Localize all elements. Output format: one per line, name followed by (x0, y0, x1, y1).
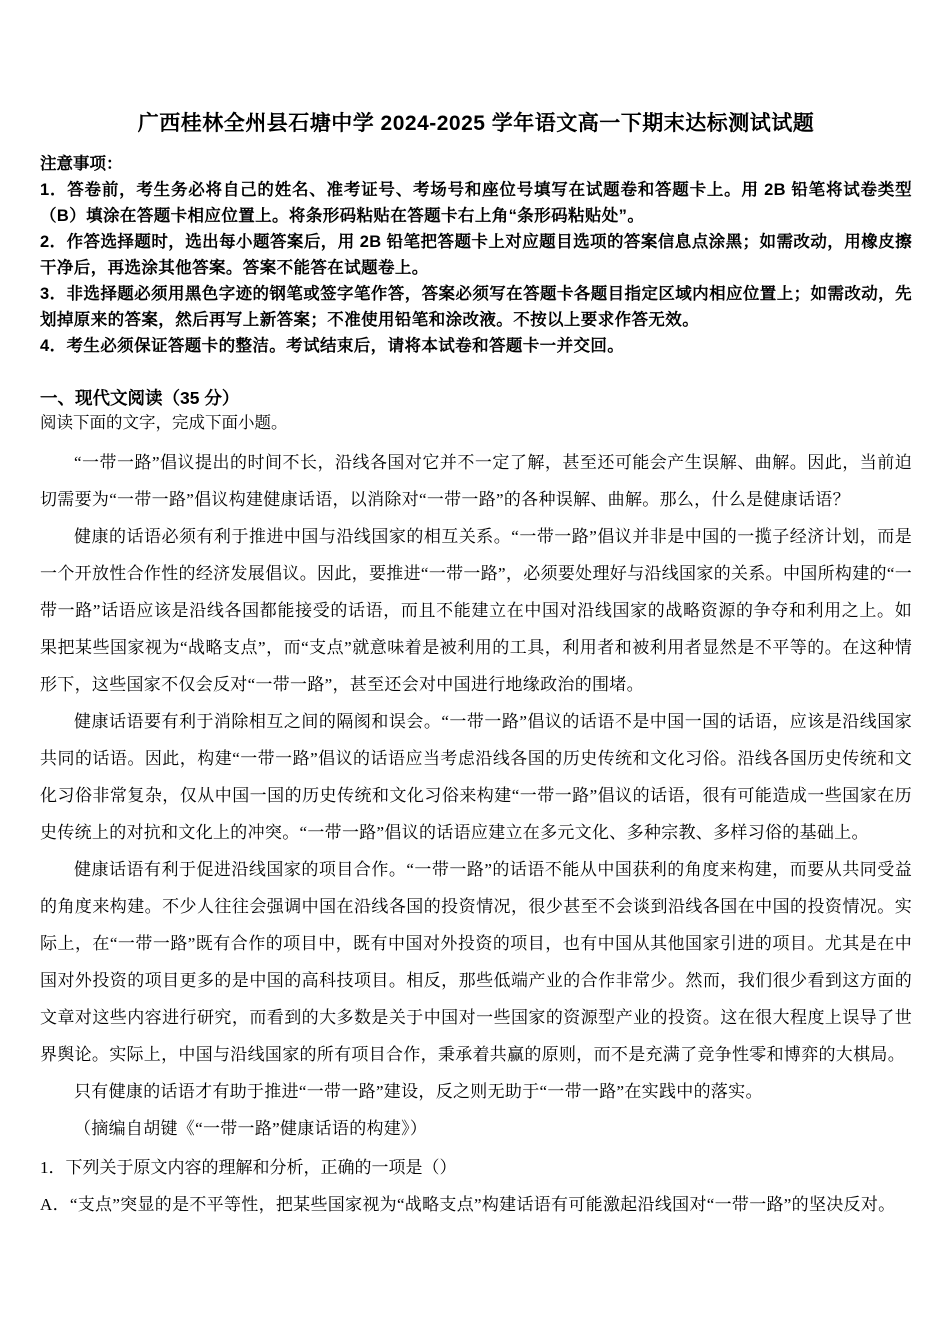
notice-item-1: 1．答卷前，考生务必将自己的姓名、准考证号、考场号和座位号填写在试题卷和答题卡上。用 2B 铅笔将试卷类型（B）填涂在答题卡相应位置上。将条形码粘贴在答题卡右上角“条形码粘贴处”。 (40, 181, 912, 225)
section-heading-modern-reading: 一、现代文阅读（35 分） (40, 388, 240, 408)
passage-paragraph-3: 健康话语要有利于消除相互之间的隔阂和误会。“一带一路”倡议的话语不是中国一国的话语，应该是沿线国家共同的话语。因此，构建“一带一路”倡议的话语应当考虑沿线各国的历史传统和文化习俗。沿线各国历史传统和文化习俗非常复杂，仅从中国一国的历史传统和文化习俗来构建“一带一路”倡议的话语，很有可能造成一些国家在历史传统上的对抗和文化上的冲突。“一带一路”倡议的话语应建立在多元文化、多种宗教、多样习俗的基础上。 (40, 712, 912, 842)
question-1 (40, 1149, 912, 1223)
notice-item-4: 4．考生必须保证答题卡的整洁。考试结束后，请将本试卷和答题卡一并交回。 (40, 337, 625, 355)
question-1-option-a: A．“支点”突显的是不平等性，把某些国家视为“战略支点”构建话语有可能激起沿线国对“一带一路”的坚决反对。 (40, 1195, 896, 1214)
question-1-stem: 1．下列关于原文内容的理解和分析，正确的一项是（） (40, 1158, 457, 1177)
passage-paragraph-1: “一带一路”倡议提出的时间不长，沿线各国对它并不一定了解，甚至还可能会产生误解、曲解。因此，当前迫切需要为“一带一路”倡议构建健康话语，以消除对“一带一路”的各种误解、曲解。那么，什么是健康话语？ (40, 453, 912, 509)
passage-paragraph-5: 只有健康的话语才有助于推进“一带一路”建设，反之则无助于“一带一路”在实践中的落实。 (74, 1082, 763, 1101)
reading-passage (40, 444, 912, 1147)
passage-paragraph-2: 健康的话语必须有利于推进中国与沿线国家的相互关系。“一带一路”倡议并非是中国的一揽子经济计划，而是一个开放性合作性的经济发展倡议。因此，要推进“一带一路”，必须要处理好与沿线国家的关系。中国所构建的“一带一路”话语应该是沿线各国都能接受的话语，而且不能建立在中国对沿线国家的战略资源的争夺和利用之上。如果把某些国家视为“战略支点”，而“支点”就意味着是被利用的工具，利用者和被利用者显然是不平等的。在这种情形下，这些国家不仅会反对“一带一路”，甚至还会对中国进行地缘政治的围堵。 (40, 527, 912, 694)
notice-item-2: 2．作答选择题时，选出每小题答案后，用 2B 铅笔把答题卡上对应题目选项的答案信息点涂黑；如需改动，用橡皮擦干净后，再选涂其他答案。答案不能答在试题卷上。 (40, 233, 912, 277)
passage-source-attribution: （摘编自胡键《“一带一路”健康话语的构建》） (74, 1119, 428, 1138)
notice-section (40, 151, 912, 359)
notice-item-3: 3．非选择题必须用黑色字迹的钢笔或签字笔作答，答案必须写在答题卡各题目指定区域内相应位置上；如需改动，先划掉原来的答案，然后再写上新答案；不准使用铅笔和涂改液。不按以上要求作答无效。 (40, 285, 912, 329)
document-title: 广西桂林全州县石塘中学 2024-2025 学年语文高一下期末达标测试试题 (137, 112, 815, 135)
passage-paragraph-4: 健康话语有利于促进沿线国家的项目合作。“一带一路”的话语不能从中国获利的角度来构建，而要从共同受益的角度来构建。不少人往往会强调中国在沿线各国的投资情况，很少甚至不会谈到沿线各国在中国的投资情况。实际上，在“一带一路”既有合作的项目中，既有中国对外投资的项目，也有中国从其他国家引进的项目。尤其是在中国对外投资的项目更多的是中国的高科技项目。相反，那些低端产业的合作非常少。然而，我们很少看到这方面的文章对这些内容进行研究，而看到的大多数是关于中国对一些国家的资源型产业的投资。这在很大程度上误导了世界舆论。实际上，中国与沿线国家的所有项目合作，秉承着共赢的原则，而不是充满了竞争性零和博弈的大棋局。 (40, 860, 912, 1064)
notice-heading: 注意事项： (40, 155, 123, 173)
reading-instruction: 阅读下面的文字，完成下面小题。 (40, 413, 288, 432)
